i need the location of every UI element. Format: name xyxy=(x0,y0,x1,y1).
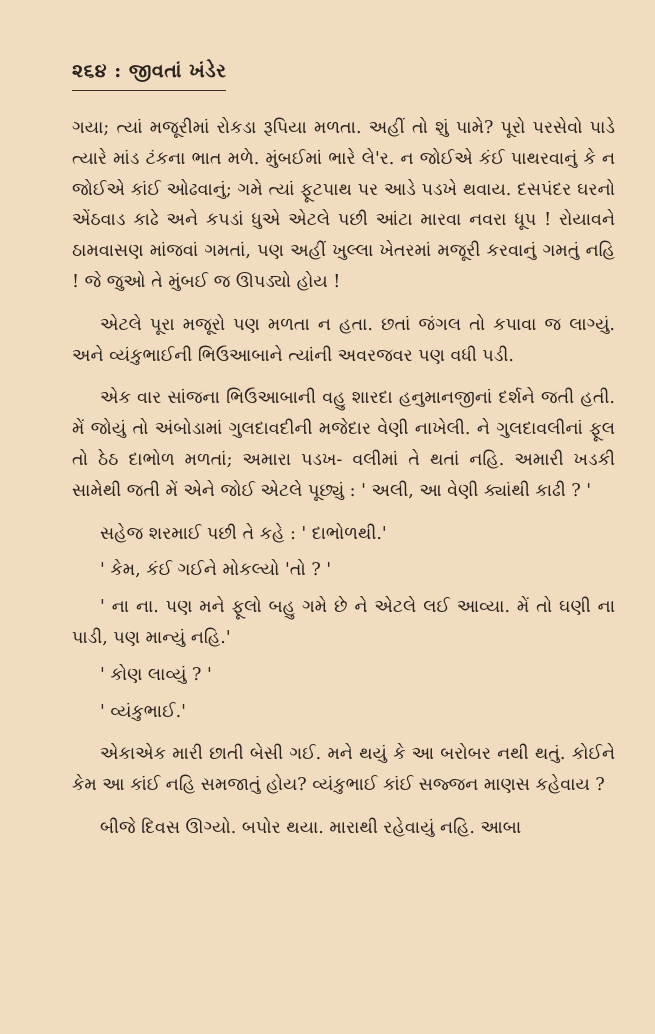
header-separator: : xyxy=(114,60,122,82)
dialogue-line-2: ' કેમ, કંઈ ગઈને મોકલ્યો 'તો ? ' xyxy=(100,560,332,581)
running-header xyxy=(72,60,226,91)
paragraph-2: એટલે પૂરા મજૂરો પણ મળતા ન હતા. છતાં જંગલ તો કપાવા જ લાગ્યું. અને વ્યંકુભાઈની ભિઉઆબાને ત્યાંની અવરજવર પણ વધી પડી. xyxy=(72,314,615,366)
paragraph-3: એક વાર સાંજના ભિઉઆબાની વહુ શારદા હનુમાનજીનાં દર્શને જતી હતી. મેં જોયું તો અંબોડામાં ગુલદાવદીની મજેદાર વેણી નાખેલી. ને ગુલદાવલીનાં ફૂલ તો ઠેઠ દાભોળ મળતાં; અમારા પડખ- વલીમાં તે થતાં નહિ. અમારી ખડકી સામેથી જતી મેં એને જોઈ એટલે પૂછ્યું : ' અલી, આ વેણી ક્યાંથી કાઢી ? ' xyxy=(72,388,615,501)
page-number: ૨૬૪ xyxy=(72,60,108,82)
book-title: જીવતાં ખંડેર xyxy=(128,60,227,82)
paragraph-4: એકાએક મારી છાતી બેસી ગઈ. મને થયું કે આ બરોબર નથી થતું. કોઈને કેમ આ કાંઈ નહિ સમજાતું હોય? વ્યંકુભાઈ કાંઈ સજ્જન માણસ કહેવાય ? xyxy=(72,744,615,796)
paragraph-5: બીજે દિવસ ઊગ્યો. બપોર થયા. મારાથી રહેવાયું નહિ. આબા xyxy=(100,817,522,838)
dialogue-line-4: ' કોણ લાવ્યું ? ' xyxy=(100,664,212,685)
dialogue-line-1: સહેજ શરમાઈ પછી તે કહે : ' દાભોળથી.' xyxy=(100,523,387,544)
dialogue-line-5: ' વ્યંકુભાઈ.' xyxy=(100,701,186,722)
paragraph-1: ગયા; ત્યાં મજૂરીમાં રોકડા રૂપિયા મળતા. અહીં તો શું પામે? પૂરો પરસેવો પાડે ત્યારે માંડ ટંકના ભાત મળે. મુંબઈમાં ભારે લે'ર. ન જોઈએ કંઈ પાથરવાનું કે ન જોઈએ કાંઈ ઓઢવાનું; ગમે ત્યાં ફૂટપાથ પર આડે પડખે થવાય. દસપંદર ઘરનો એંઠવાડ કાઢે અને કપડાં ધુએ એટલે પછી આંટા મારવા નવરા ધૂપ ! રોયાવને ઠામવાસણ માંજવાં ગમતાં, પણ અહીં ખુલ્લા ખેતરમાં મજૂરી કરવાનું ગમતું નહિ ! જે જુઓ તે મુંબઈ જ ઊપડ્યો હોય ! xyxy=(72,118,615,292)
dialogue-line-3: ' ના ના. પણ મને ફૂલો બહુ ગમે છે ને એટલે લઈ આવ્યા. મેં તો ઘણી ના પાડી, પણ માન્યું નહિ.' xyxy=(72,597,615,648)
